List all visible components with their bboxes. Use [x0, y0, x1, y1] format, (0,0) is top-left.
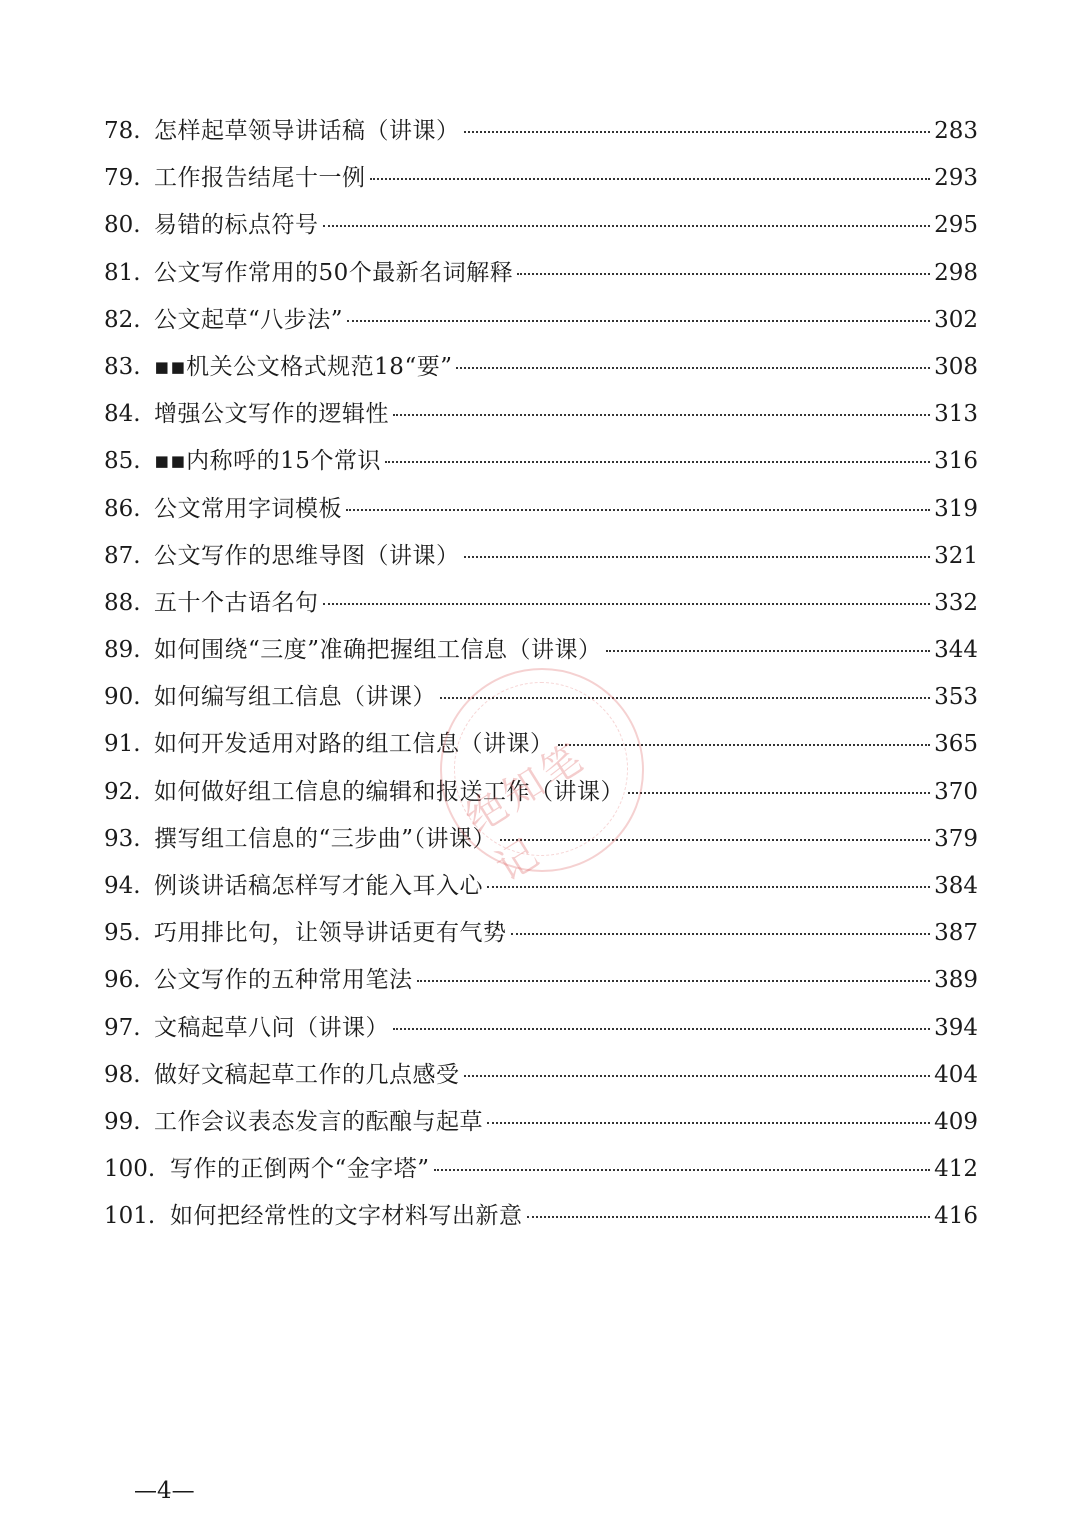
toc-entry-page: 370 [934, 778, 978, 805]
toc-entry-page: 298 [934, 259, 978, 286]
toc-entry-page: 404 [934, 1061, 978, 1088]
toc-entry-title: 如何做好组工信息的编辑和报送工作（讲课） [154, 778, 624, 805]
toc-entry-title: 写作的正倒两个“金字塔” [170, 1156, 430, 1183]
dot-leader [527, 1214, 931, 1218]
toc-entry-number: 92. [104, 778, 141, 805]
toc-entry-page: 293 [934, 165, 978, 192]
stamp-text: 绝知笔记 [457, 733, 594, 892]
page-number: —4— [134, 1478, 195, 1504]
dot-leader [417, 978, 931, 982]
toc-entry-number: 80. [104, 212, 141, 239]
toc-entry-number: 84. [104, 401, 141, 428]
toc-entry-number: 81. [104, 259, 141, 286]
toc-entry-number: 89. [104, 637, 141, 664]
toc-entry-title: 公文常用字词模板 [154, 495, 342, 522]
toc-entry-page: 344 [934, 637, 978, 664]
dot-leader [440, 695, 930, 699]
toc-entry-number: 97. [104, 1014, 141, 1041]
toc-entry [104, 202, 978, 249]
toc-entry [104, 910, 978, 957]
dot-leader [346, 507, 930, 511]
toc-entry-page: 332 [934, 589, 978, 616]
toc-entry-title: ▪▪机关公文格式规范18“要” [154, 353, 453, 380]
toc-entry-number: 95. [104, 920, 141, 947]
toc-entry [104, 297, 978, 344]
toc-entry-title: 例谈讲话稿怎样写才能入耳入心 [154, 873, 483, 899]
dot-leader [558, 742, 931, 746]
toc-entry-page: 321 [934, 542, 978, 569]
dot-leader [323, 223, 931, 227]
toc-entry-number: 96. [104, 967, 141, 994]
toc-entry [104, 769, 978, 816]
toc-entry-title: 如何编写组工信息（讲课） [154, 684, 436, 711]
toc-entry [104, 1146, 978, 1193]
dot-leader [393, 412, 930, 416]
dot-leader [393, 1026, 930, 1030]
toc-entry [104, 108, 978, 155]
dot-leader [370, 176, 931, 180]
toc-entry-title: 如何围绕“三度”准确把握组工信息（讲课） [154, 637, 602, 664]
dot-leader [464, 554, 931, 558]
toc-entry-number: 94. [104, 873, 141, 899]
toc-entry-page: 283 [934, 118, 978, 144]
toc-entry-number: 99. [104, 1108, 141, 1135]
toc-entry [104, 957, 978, 1004]
toc-entry-title: 工作会议表态发言的酝酿与起草 [154, 1108, 483, 1135]
toc-entry-page: 316 [934, 448, 978, 475]
dot-leader [487, 884, 930, 888]
toc-entry-number: 78. [104, 118, 141, 144]
toc-entry-page: 365 [934, 731, 978, 758]
toc-entry-number: 83. [104, 353, 141, 380]
toc-entry [104, 1005, 978, 1052]
dot-leader [456, 365, 930, 369]
toc-entry-number: 90. [104, 684, 141, 711]
dot-leader [500, 837, 930, 841]
toc-entry-number: 91. [104, 731, 141, 758]
dot-leader [347, 318, 930, 322]
toc-entry-title: 五十个古语名句 [154, 589, 319, 616]
toc-entry-title: 公文写作常用的50个最新名词解释 [154, 259, 514, 286]
toc-entry-page: 416 [934, 1203, 978, 1230]
toc-entry-page: 353 [934, 684, 978, 711]
dot-leader [464, 129, 931, 133]
toc-entry-number: 93. [104, 825, 141, 852]
dot-leader [517, 271, 930, 275]
toc-entry-number: 98. [104, 1061, 141, 1088]
toc-entry-page: 308 [934, 353, 978, 380]
toc-entry-title: 工作报告结尾十一例 [154, 165, 366, 192]
toc-entry-page: 319 [934, 495, 978, 522]
table-of-contents [104, 108, 978, 1241]
toc-entry [104, 1052, 978, 1099]
toc-entry-title: 做好文稿起草工作的几点感受 [154, 1061, 460, 1088]
toc-entry-title: ▪▪内称呼的15个常识 [154, 448, 381, 475]
toc-entry-number: 100. [104, 1156, 156, 1183]
toc-entry [104, 250, 978, 297]
toc-entry-title: 公文写作的思维导图（讲课） [154, 542, 460, 569]
toc-entry-title: 公文写作的五种常用笔法 [154, 967, 413, 994]
toc-entry-title: 巧用排比句，让领导讲话更有气势 [154, 920, 507, 947]
dot-leader [434, 1167, 931, 1171]
toc-entry-title: 易错的标点符号 [154, 212, 319, 239]
toc-entry-page: 379 [934, 825, 978, 852]
toc-entry-page: 409 [934, 1108, 978, 1135]
toc-entry-number: 85. [104, 448, 141, 475]
toc-entry [104, 344, 978, 391]
toc-entry [104, 533, 978, 580]
toc-entry [104, 721, 978, 768]
toc-entry-page: 389 [934, 967, 978, 994]
dot-leader [323, 601, 931, 605]
toc-entry [104, 580, 978, 627]
toc-entry-title: 如何开发适用对路的组工信息（讲课） [154, 731, 554, 758]
toc-entry-page: 387 [934, 920, 978, 947]
dot-leader [606, 648, 931, 652]
toc-entry [104, 674, 978, 721]
toc-entry-title: 怎样起草领导讲话稿（讲课） [154, 118, 460, 144]
toc-entry-number: 87. [104, 542, 141, 569]
toc-entry-page: 384 [934, 873, 978, 899]
toc-entry-title: 公文起草“八步法” [154, 306, 344, 333]
dot-leader [385, 459, 930, 463]
toc-entry-title: 增强公文写作的逻辑性 [154, 401, 389, 428]
toc-entry-page: 313 [934, 401, 978, 428]
dot-leader [464, 1073, 931, 1077]
toc-entry-number: 86. [104, 495, 141, 522]
dot-leader [511, 931, 931, 935]
toc-entry-page: 412 [934, 1156, 978, 1183]
toc-entry-page: 394 [934, 1014, 978, 1041]
toc-entry [104, 863, 978, 910]
toc-entry [104, 486, 978, 533]
toc-entry-title: 如何把经常性的文字材料写出新意 [170, 1203, 523, 1230]
toc-entry [104, 391, 978, 438]
toc-entry-page: 302 [934, 306, 978, 333]
toc-entry-number: 79. [104, 165, 141, 192]
toc-entry [104, 438, 978, 485]
dot-leader [628, 790, 930, 794]
toc-entry [104, 816, 978, 863]
toc-entry [104, 1193, 978, 1240]
toc-entry-number: 88. [104, 589, 141, 616]
toc-entry-page: 295 [934, 212, 978, 239]
toc-entry [104, 1099, 978, 1146]
toc-entry [104, 627, 978, 674]
dot-leader [487, 1120, 930, 1124]
toc-entry-title: 撰写组工信息的“三步曲”（讲课） [154, 825, 497, 852]
toc-entry-number: 82. [104, 306, 141, 333]
toc-entry-number: 101. [104, 1203, 156, 1230]
toc-entry-title: 文稿起草八问（讲课） [154, 1014, 389, 1041]
toc-entry [104, 155, 978, 202]
